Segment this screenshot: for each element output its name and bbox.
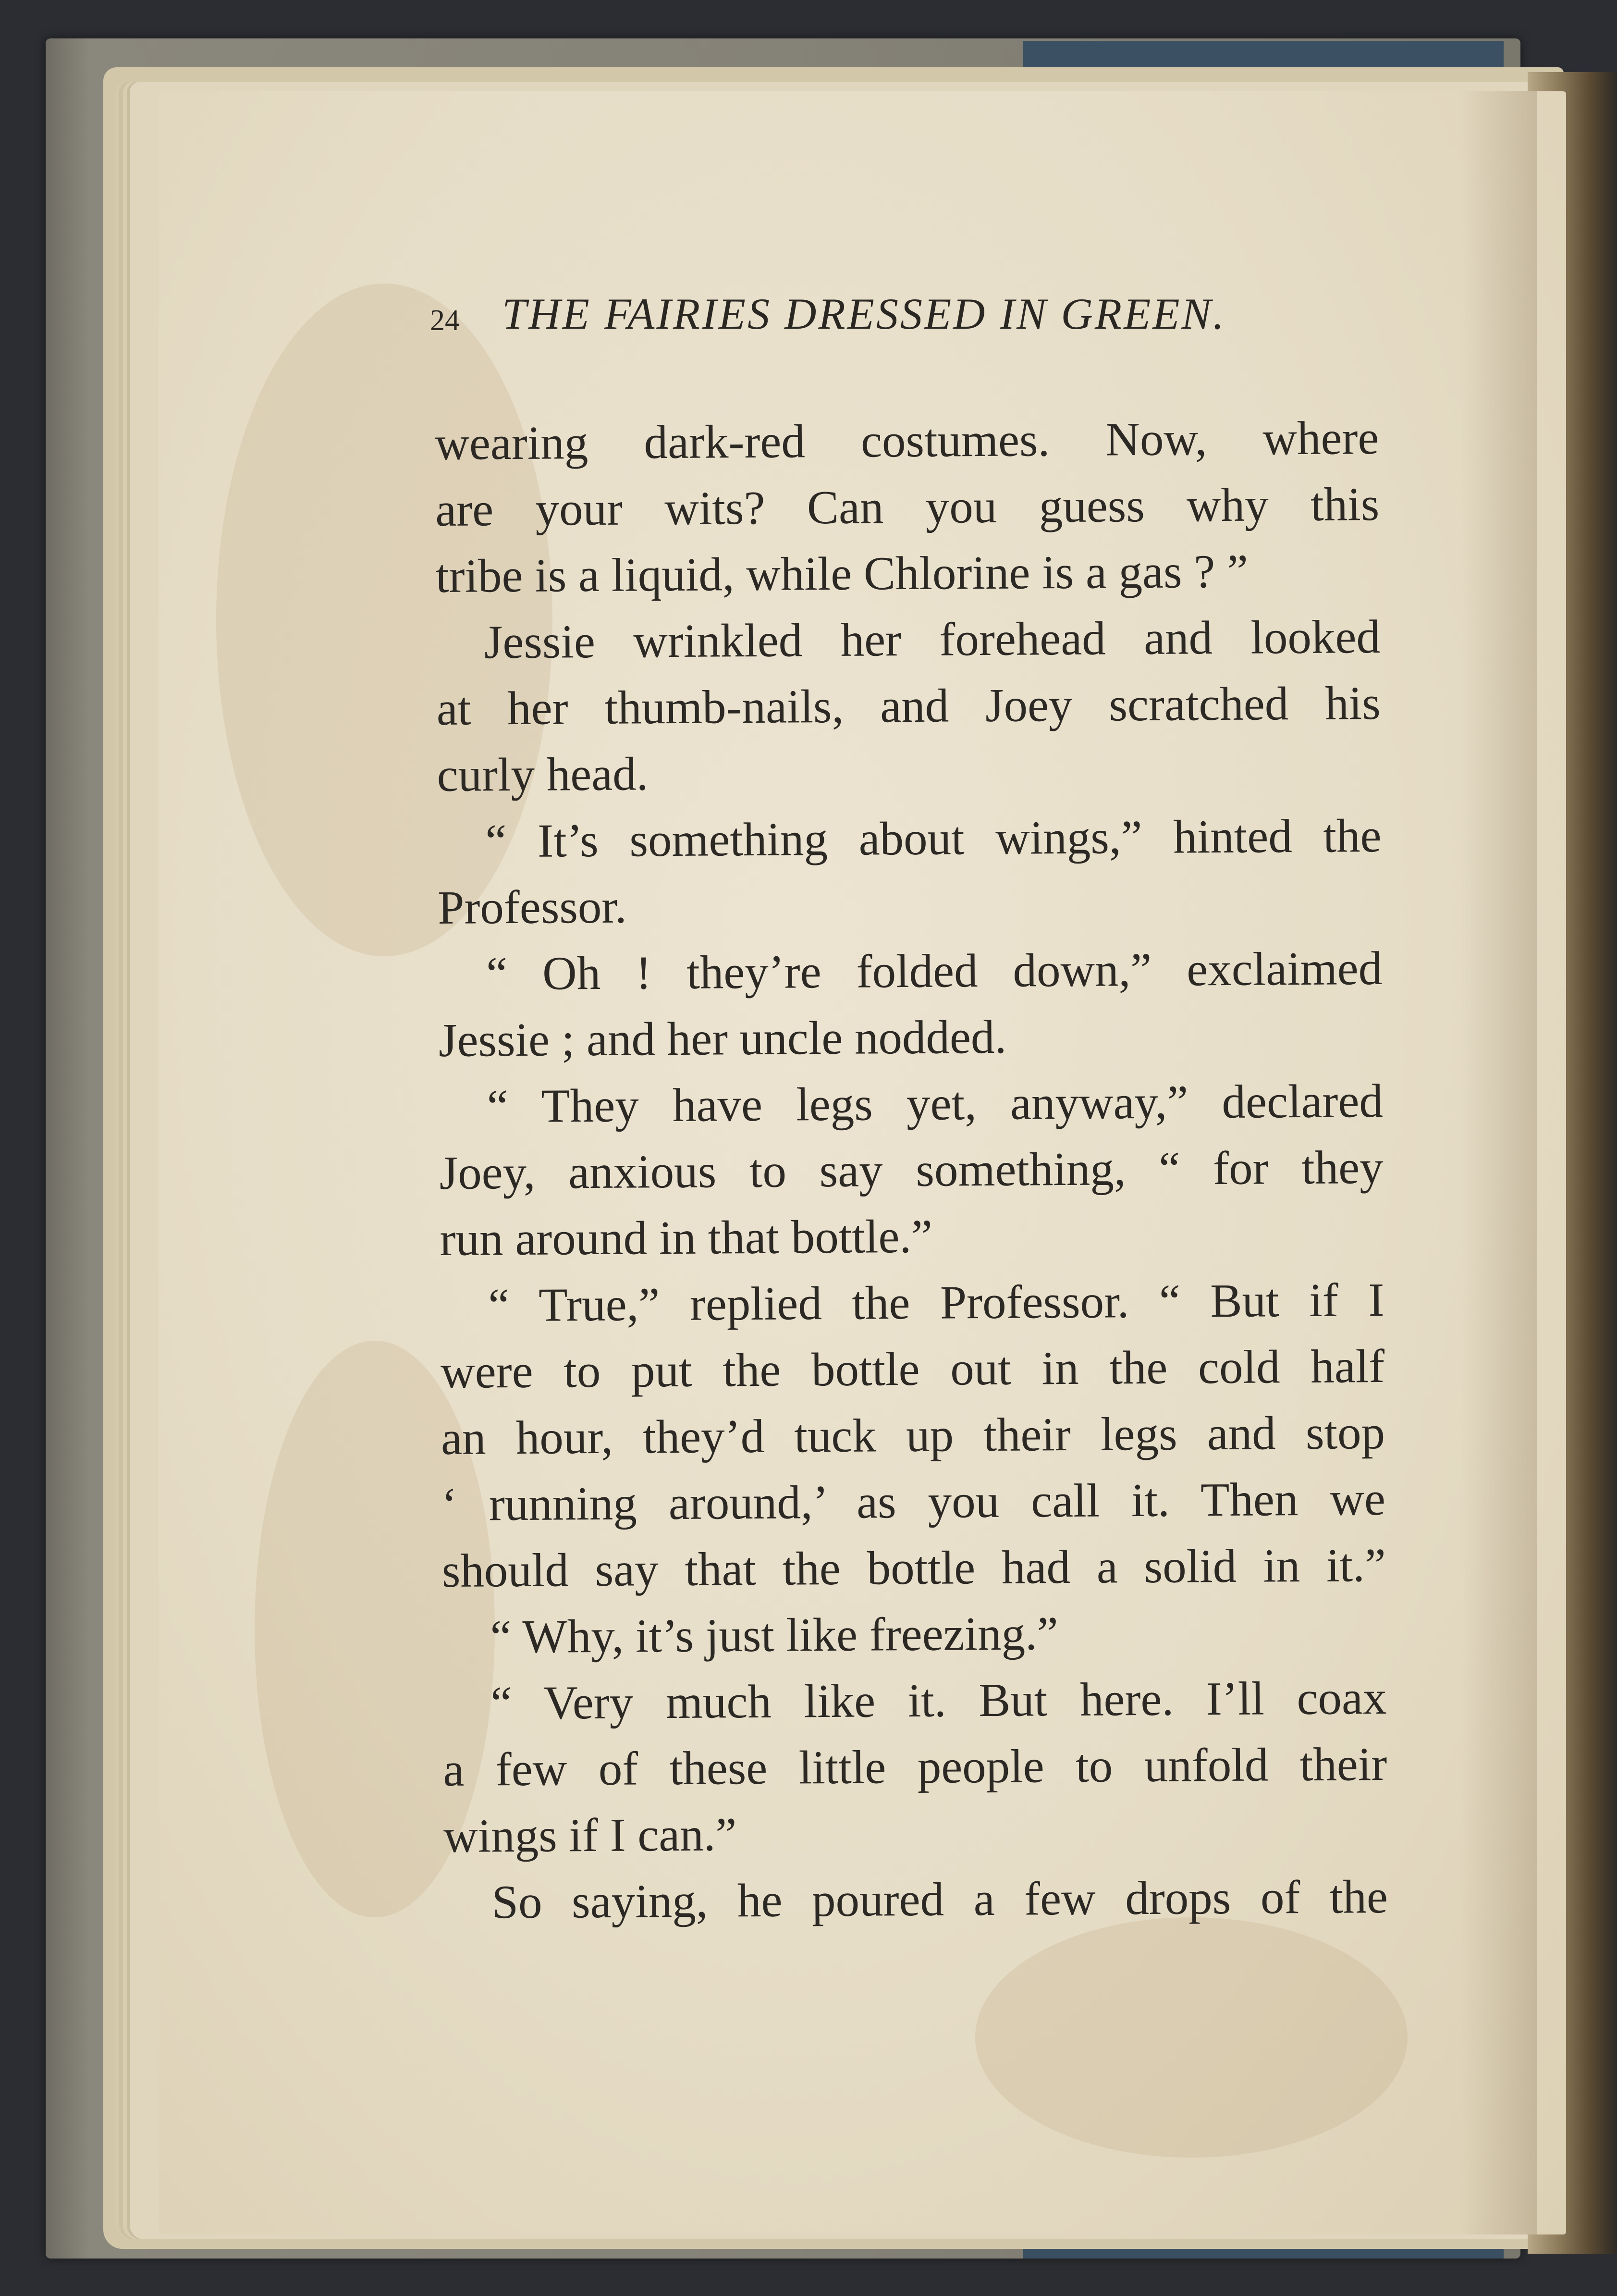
book-title: THE FAIRIES DRESSED IN GREEN. bbox=[502, 289, 1226, 338]
text-line: are your wits? Can you guess why this bbox=[435, 478, 1380, 536]
body-text bbox=[435, 405, 1388, 1936]
text-line: at her thumb-nails, and Joey scratched his bbox=[436, 677, 1381, 735]
gutter-shadow bbox=[1460, 91, 1537, 2234]
text-line: So saying, he poured a few drops of the bbox=[491, 1870, 1388, 1929]
text-line: an hour, they’d tuck up their legs and stop bbox=[441, 1406, 1385, 1465]
text-line: “ Why, it’s just like freezing.” bbox=[490, 1607, 1059, 1664]
paper-stain bbox=[975, 1917, 1408, 2158]
text-line: “ True,” replied the Professor. “ But if I bbox=[488, 1273, 1384, 1332]
text-line: curly head. bbox=[437, 748, 649, 802]
text-line: were to put the bottle out in the cold half bbox=[440, 1340, 1385, 1398]
text-line: “ It’s something about wings,” hinted the bbox=[485, 809, 1382, 868]
text-line: should say that the bottle had a solid in it.” bbox=[441, 1539, 1386, 1597]
text-line: Jessie wrinkled her forehead and looked bbox=[484, 610, 1381, 669]
text-line: “ They have legs yet, anyway,” declared bbox=[487, 1074, 1384, 1133]
text-line: wearing dark-red costumes. Now, where bbox=[435, 411, 1379, 470]
text-line: tribe is a liquid, while Chlorine is a gas ? ” bbox=[435, 545, 1249, 603]
text-line: “ Oh ! they’re folded down,” exclaimed bbox=[486, 942, 1383, 1000]
text-line: Joey, anxious to say something, “ for they bbox=[439, 1141, 1384, 1199]
text-line: wings if I can.” bbox=[443, 1808, 737, 1863]
text-line: Professor. bbox=[437, 880, 627, 934]
text-line: ‘ running around,’ as you call it. Then we bbox=[441, 1472, 1386, 1531]
text-line: run around in that bottle.” bbox=[440, 1210, 933, 1266]
page-number: 24 bbox=[430, 304, 460, 337]
text-line: “ Very much like it. But here. I’ll coax bbox=[490, 1671, 1387, 1730]
text-line: a few of these little people to unfold their bbox=[442, 1738, 1387, 1796]
running-head bbox=[430, 288, 1367, 346]
text-line: Jessie ; and her uncle nodded. bbox=[438, 1011, 1007, 1067]
